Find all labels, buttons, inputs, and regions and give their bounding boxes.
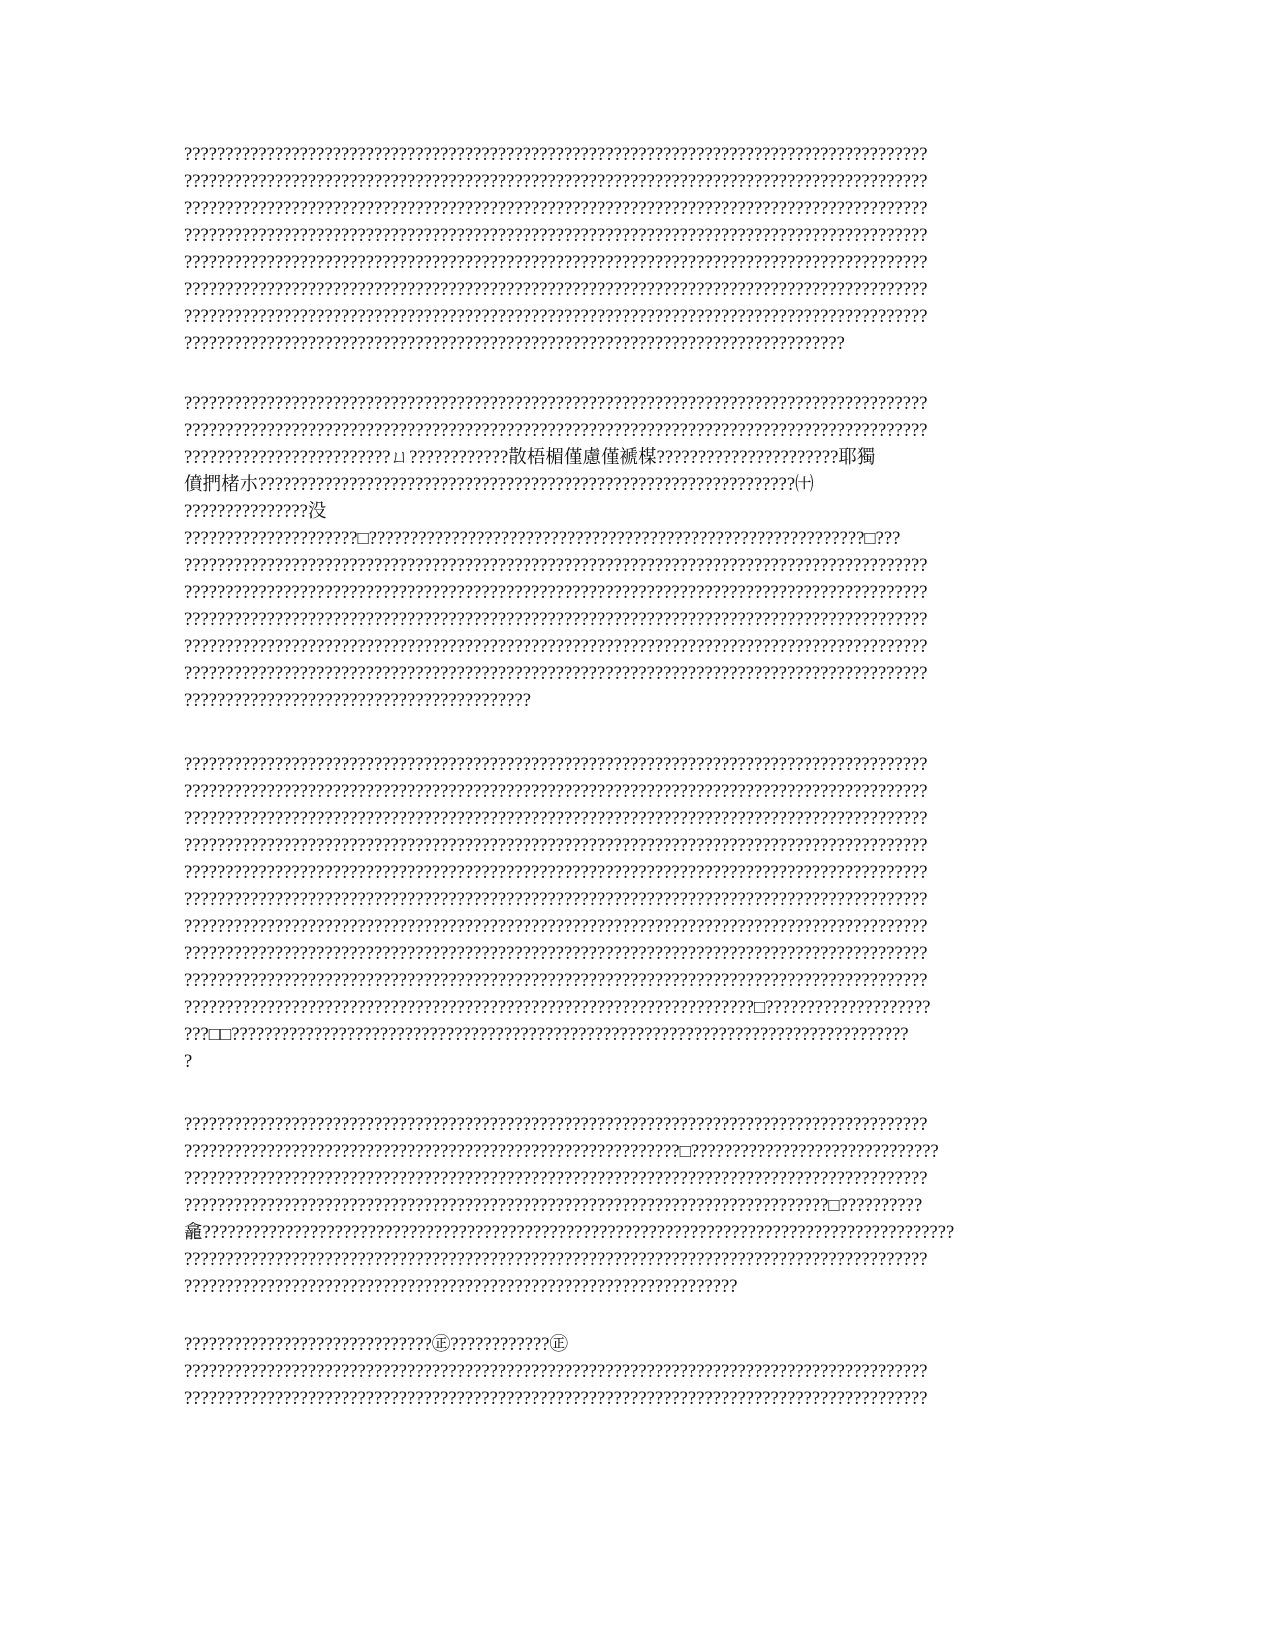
text-line: ??????????????????????????????????????????????????????????????????????????????????????????: [184, 863, 928, 883]
text-line: ?????????????????????????????????????????????????????????????????????□????????????????????: [184, 998, 931, 1018]
text-line: ??????????????????????????????????????????????????????????????????????????????????????????: [184, 253, 928, 273]
text-line: ??????????????????????????????????????????????????????????????????????????????????????????: [184, 836, 928, 856]
text-line: ??????????????????????????????????????????????????????????????????????????????????????????: [184, 1362, 928, 1382]
text-line: ??????????????????????????????????????????????????????????????????????????????????????????: [184, 809, 928, 829]
text-line: ??????????????????????????????????????????????????????????????????????????????????????????: [184, 944, 928, 964]
text-line: ??????????????????????????????????????????????????????????????????????????????????????????: [184, 971, 928, 991]
text-line: ??????????????????????????????????????????: [184, 691, 531, 711]
text-line: ????????????????????????????????????????????????????????????□??????????????????????????????: [184, 1142, 939, 1162]
text-line: ??????????????????????????????????????????????????????????????????????????????????????????: [184, 1169, 928, 1189]
text-line: ??????????????????????????????????????????????????????????????????????????????????????????: [184, 610, 928, 630]
text-line: ??????????????????????????????????????????????????????????????????????????????□??????????: [184, 1196, 923, 1216]
text-line: ???????????????没: [184, 502, 327, 522]
text-line: ???????????????????????????????????????????????????????????????????: [184, 1277, 738, 1297]
text-line: 龕???????????????????????????????????????????????????????????????????????????????????????????: [184, 1223, 955, 1243]
text-line: ??????????????????????????????????????????????????????????????????????????????????????????: [184, 637, 928, 657]
text-line: ??????????????????????????????????????????????????????????????????????????????????????????: [184, 280, 928, 300]
text-line: ??????????????????????????????????????????????????????????????????????????????????????????: [184, 556, 928, 576]
text-line: ??????????????????????????????????????????????????????????????????????????????????????????: [184, 421, 928, 441]
text-line: ????????????????????????????????????????????????????????????????????????????????: [184, 334, 845, 354]
text-line: ??????????????????????????????????????????????????????????????????????????????????????????: [184, 1389, 928, 1409]
text-line: ??????????????????????????????????????????????????????????????????????????????????????????: [184, 226, 928, 246]
text-line: ??????????????????????????????????????????????????????????????????????????????????????????: [184, 917, 928, 937]
text-line: ?????????????????????□????????????????????????????????????????????????????????????□???: [184, 529, 901, 549]
text-line: ??????????????????????????????????????????????????????????????????????????????????????????: [184, 583, 928, 603]
text-line: ??????????????????????????????????????????????????????????????????????????????????????????: [184, 145, 928, 165]
text-line: ??????????????????????????????????????????????????????????????????????????????????????????: [184, 199, 928, 219]
text-line: ??????????????????????????????????????????????????????????????????????????????????????????: [184, 1250, 928, 1270]
text-line: ??????????????????????????????㊣????????????㊣: [184, 1335, 569, 1355]
text-line: ??????????????????????????????????????????????????????????????????????????????????????????: [184, 307, 928, 327]
text-line: 僨捫楮朩?????????????????????????????????????????????????????????????????㈩: [184, 475, 814, 495]
text-line: ??????????????????????????????????????????????????????????????????????????????????????????: [184, 782, 928, 802]
text-line: ?????????????????????????ㄩ????????????散梧楣僅慮僅褫楳??????????????????????耶獨: [184, 448, 876, 468]
text-line: ??????????????????????????????????????????????????????????????????????????????????????????: [184, 1115, 928, 1135]
text-line: ??????????????????????????????????????????????????????????????????????????????????????????: [184, 394, 928, 414]
text-line: ???□□??????????????????????????????????????????????????????????????????????????????????: [184, 1025, 909, 1045]
text-line: ??????????????????????????????????????????????????????????????????????????????????????????: [184, 664, 928, 684]
text-line: ??????????????????????????????????????????????????????????????????????????????????????????: [184, 172, 928, 192]
text-line: ??????????????????????????????????????????????????????????????????????????????????????????: [184, 755, 928, 775]
text-line: ??????????????????????????????????????????????????????????????????????????????????????????: [184, 890, 928, 910]
text-line: ?: [184, 1052, 193, 1072]
